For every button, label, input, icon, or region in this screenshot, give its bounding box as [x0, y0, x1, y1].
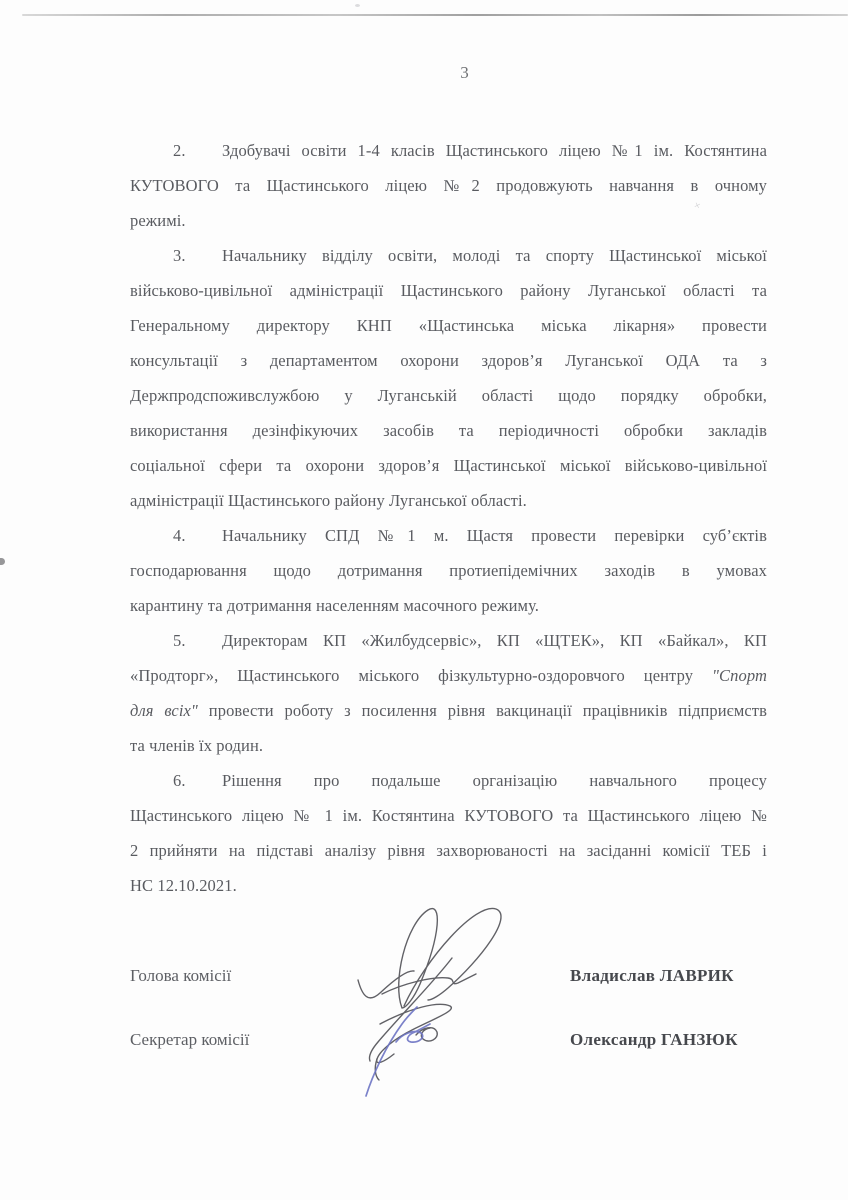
paragraph [130, 623, 767, 763]
scan-artifact-smudge: × [692, 199, 702, 213]
page-number: 3 [460, 63, 469, 82]
paragraph-number: 6. [173, 771, 186, 790]
text-line [130, 308, 767, 343]
text-segment: консультації з департаментом охорони здоров’я Луганської ОДА та з [130, 351, 767, 370]
text-line [130, 588, 767, 623]
text-line [130, 623, 767, 658]
scan-artifact-line [22, 14, 848, 16]
text-segment: військово-цивільної адміністрації Щастинського району Луганської області та [130, 281, 767, 300]
paragraph [130, 238, 767, 518]
text-line [130, 343, 767, 378]
text-line [130, 553, 767, 588]
text-segment: Начальнику відділу освіти, молоді та спорту Щастинської міської [222, 246, 767, 265]
paragraph-number: 4. [173, 526, 186, 545]
text-segment: господарювання щодо дотримання протиепідемічних заходів в умовах [130, 561, 767, 580]
text-line [130, 378, 767, 413]
text-segment: карантину та дотримання населенням масочного режиму. [130, 596, 539, 615]
scan-artifact-dot [0, 558, 5, 565]
text-segment: Начальнику СПД №1 м. Щастя провести перевірки суб’єктів [222, 526, 767, 545]
document-body [130, 133, 767, 903]
text-line [130, 693, 767, 728]
text-line [130, 483, 767, 518]
text-line [130, 728, 767, 763]
text-line [130, 238, 767, 273]
scan-artifact-speck [355, 4, 360, 7]
text-segment: використання дезінфікуючих засобів та періодичності обробки закладів [130, 421, 767, 440]
text-segment: Генеральному директору КНП «Щастинська міська лікарня» провести [130, 316, 767, 335]
text-segment: режимі. [130, 211, 186, 230]
text-line [130, 448, 767, 483]
text-segment: Здобувачі освіти 1-4 класів Щастинського ліцею №1 ім. Костянтина [222, 141, 767, 160]
text-line [130, 763, 767, 798]
paragraph-number: 5. [173, 631, 186, 650]
text-line [130, 133, 767, 168]
text-line [130, 518, 767, 553]
text-line [130, 658, 767, 693]
text-segment: Директорам КП «Жилбудсервіс», КП «ЩТЕК», КП «Байкал», КП [222, 631, 767, 650]
signature-role-secretary: Секретар комісії [130, 1030, 250, 1049]
paragraph [130, 518, 767, 623]
text-segment: Рішення про подальше організацію навчального процесу [222, 771, 767, 790]
handwritten-signature [344, 896, 534, 1106]
text-segment: та членів їх родин. [130, 736, 264, 755]
text-segment: адміністрації Щастинського району Луганської області. [130, 491, 527, 510]
signature-name-secretary: Олександр ГАНЗЮК [570, 1030, 738, 1049]
text-line [130, 168, 767, 203]
paragraph-number: 3. [173, 246, 186, 265]
paragraph-number: 2. [173, 141, 186, 160]
text-line [130, 833, 767, 868]
signature-name-chairman: Владислав ЛАВРИК [570, 966, 734, 985]
text-segment: 2 прийняти на підставі аналізу рівня захворюваності на засіданні комісії ТЕБ і [130, 841, 767, 860]
paragraph [130, 133, 767, 238]
text-segment: для всіх" [130, 701, 209, 720]
text-segment: КУТОВОГО та Щастинського ліцею №2 продовжують навчання в очному [130, 176, 767, 195]
text-segment: «Продторг», Щастинського міського фізкультурно-оздоровчого центру [130, 666, 713, 685]
text-line [130, 273, 767, 308]
signature-role-chairman: Голова комісії [130, 966, 232, 985]
text-segment: Щастинського ліцею № 1 ім. Костянтина КУТОВОГО та Щастинського ліцею № [130, 806, 767, 825]
text-segment: провести роботу з посилення рівня вакцинації працівників підприємств [208, 701, 767, 720]
text-segment: НС 12.10.2021. [130, 876, 237, 895]
text-segment: соціальної сфери та охорони здоров’я Щастинської міської військово-цивільної [130, 456, 767, 475]
text-segment: "Спорт [712, 666, 767, 685]
text-line [130, 798, 767, 833]
text-line [130, 203, 767, 238]
paragraph [130, 763, 767, 903]
text-segment: Держпродспоживслужбою у Луганській області щодо порядку обробки, [130, 386, 767, 405]
text-line [130, 413, 767, 448]
